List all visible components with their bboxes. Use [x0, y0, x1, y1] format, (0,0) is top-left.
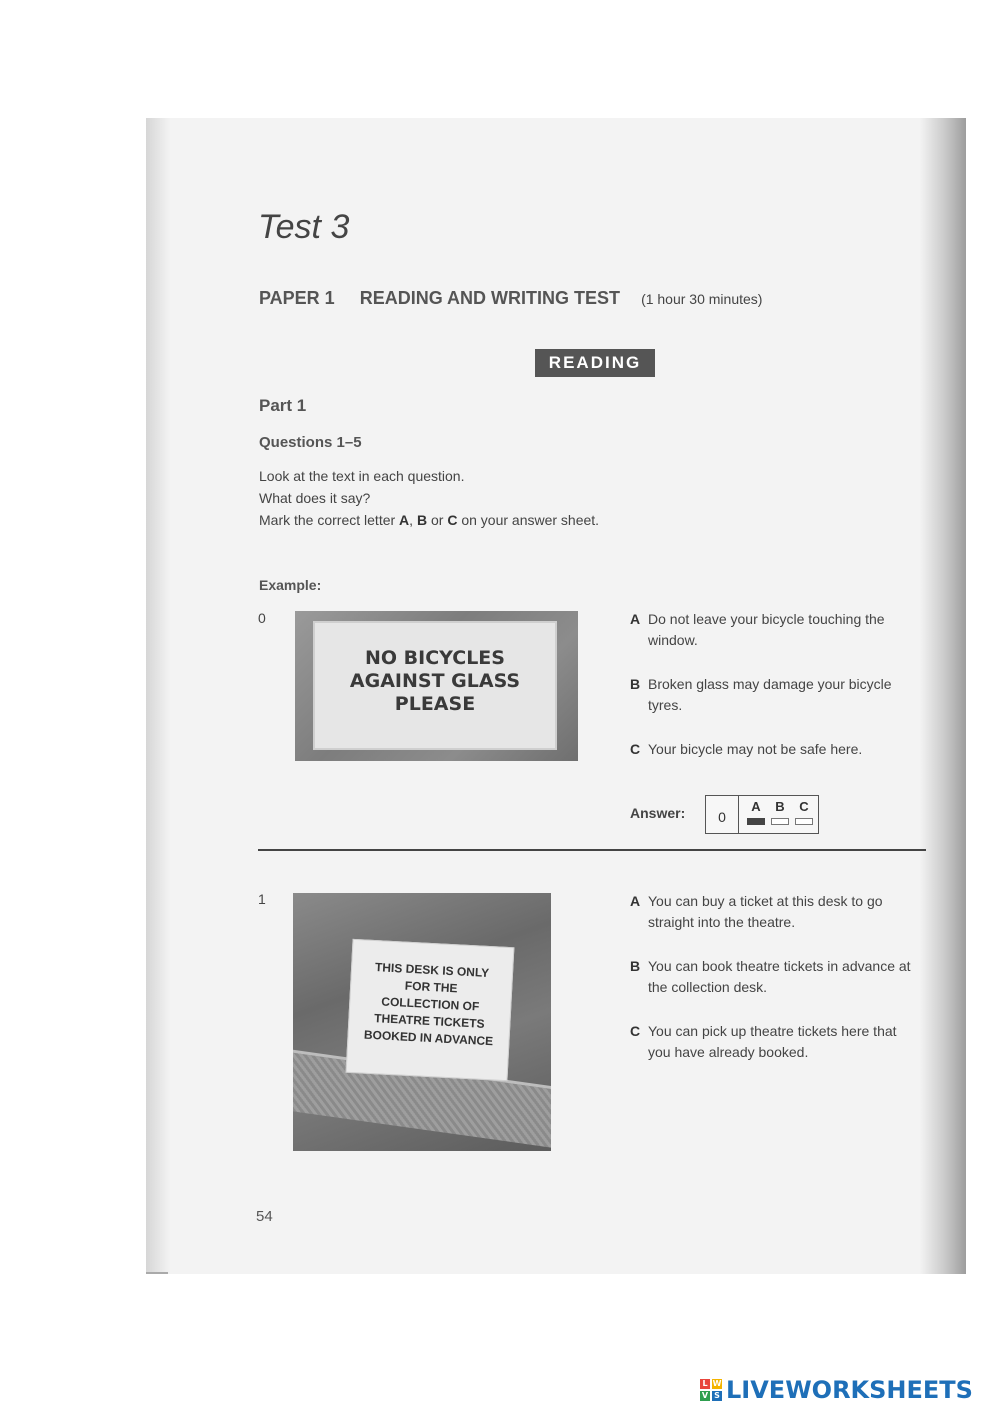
instruction-suffix: on your answer sheet.	[457, 512, 600, 528]
question-1-option-c[interactable]	[630, 1021, 922, 1063]
option-letter: C	[630, 1023, 641, 1039]
questions-range: Questions 1–5	[259, 434, 362, 451]
instruction-line-1: Look at the text in each question.	[259, 468, 465, 484]
example-sign-photo	[295, 611, 578, 761]
option-text: You can pick up theatre tickets here that you have already booked.	[648, 1023, 897, 1060]
test-title: Test 3	[258, 208, 350, 246]
option-text: Broken glass may damage your bicycle tyres.	[648, 676, 892, 713]
paper-number: PAPER 1	[259, 288, 335, 308]
option-text: You can book theatre tickets in advance at the collection desk.	[648, 958, 911, 995]
sign-line: FOR THE	[404, 978, 458, 996]
option-letter: B	[630, 958, 641, 974]
section-badge: READING	[535, 349, 655, 377]
instruction-letter-c: C	[447, 512, 458, 528]
example-option-b[interactable]	[630, 674, 922, 716]
logo-tile: W	[712, 1379, 722, 1388]
part-title: Part 1	[259, 396, 307, 415]
option-text: Your bicycle may not be safe here.	[648, 741, 863, 757]
answer-col-letter: A	[751, 799, 761, 814]
option-letter: B	[630, 676, 641, 692]
question-1-option-a[interactable]	[630, 891, 922, 933]
option-text: You can buy a ticket at this desk to go straight into the theatre.	[648, 893, 883, 930]
answer-mark-filled	[747, 818, 765, 825]
answer-number: 0	[706, 796, 739, 833]
page-binding-shadow	[920, 118, 966, 1274]
sign-line: BOOKED IN ADVANCE	[363, 1027, 494, 1049]
instruction-comma: ,	[409, 512, 417, 528]
answer-col-b	[771, 799, 789, 825]
logo-tile: S	[712, 1391, 722, 1401]
example-option-c[interactable]	[630, 739, 922, 760]
option-letter: A	[630, 611, 641, 627]
instruction-letter-a: A	[399, 512, 410, 528]
logo-tile: V	[701, 1391, 709, 1400]
paper-duration: (1 hour 30 minutes)	[641, 291, 763, 307]
brand-name: LIVEWORKSHEETS	[726, 1376, 973, 1404]
example-option-a[interactable]	[630, 609, 922, 651]
question-1-sign-photo	[293, 893, 551, 1151]
paper-heading	[259, 288, 762, 309]
option-letter: C	[630, 741, 641, 757]
sign-line: THIS DESK IS ONLY	[374, 960, 490, 981]
question-1-sign-card	[346, 939, 515, 1081]
option-letter: A	[630, 893, 641, 909]
question-1-sign-text	[348, 958, 512, 1051]
answer-col-letter: C	[799, 799, 809, 814]
answer-columns	[744, 799, 816, 825]
sign-line: THEATRE TICKETS	[373, 1011, 485, 1031]
page-corner-mark	[146, 1272, 168, 1274]
sign-line: PLEASE	[394, 693, 476, 715]
section-divider	[258, 849, 926, 851]
option-text: Do not leave your bicycle touching the window.	[648, 611, 885, 648]
instruction-or: or	[427, 512, 448, 528]
answer-col-letter: B	[775, 799, 785, 814]
sign-line: NO BICYCLES	[365, 647, 505, 669]
instruction-line-3	[259, 512, 599, 528]
question-1-option-b[interactable]	[630, 956, 922, 998]
example-sign-card	[313, 621, 557, 750]
answer-col-a	[747, 799, 765, 825]
answer-box	[705, 795, 819, 834]
instruction-text: Mark the correct letter	[259, 512, 400, 528]
answer-mark-empty	[771, 818, 789, 825]
instruction-letter-b: B	[416, 512, 428, 528]
instruction-line-2: What does it say?	[259, 490, 371, 506]
answer-label: Answer:	[630, 805, 686, 821]
example-number: 0	[258, 610, 266, 626]
sign-line: COLLECTION OF	[381, 994, 480, 1014]
question-1-number: 1	[258, 891, 266, 907]
liveworksheets-logo	[700, 1376, 973, 1404]
paper-name: READING AND WRITING TEST	[359, 288, 621, 308]
example-label: Example:	[259, 577, 322, 593]
sign-line: AGAINST GLASS	[349, 670, 521, 692]
example-sign-text	[315, 647, 555, 716]
answer-col-c	[795, 799, 813, 825]
page-number: 54	[256, 1208, 273, 1225]
liveworksheets-icon	[700, 1379, 722, 1401]
page-left-shadow	[146, 118, 170, 1274]
logo-tile: L	[700, 1379, 710, 1389]
answer-mark-empty	[795, 818, 813, 825]
